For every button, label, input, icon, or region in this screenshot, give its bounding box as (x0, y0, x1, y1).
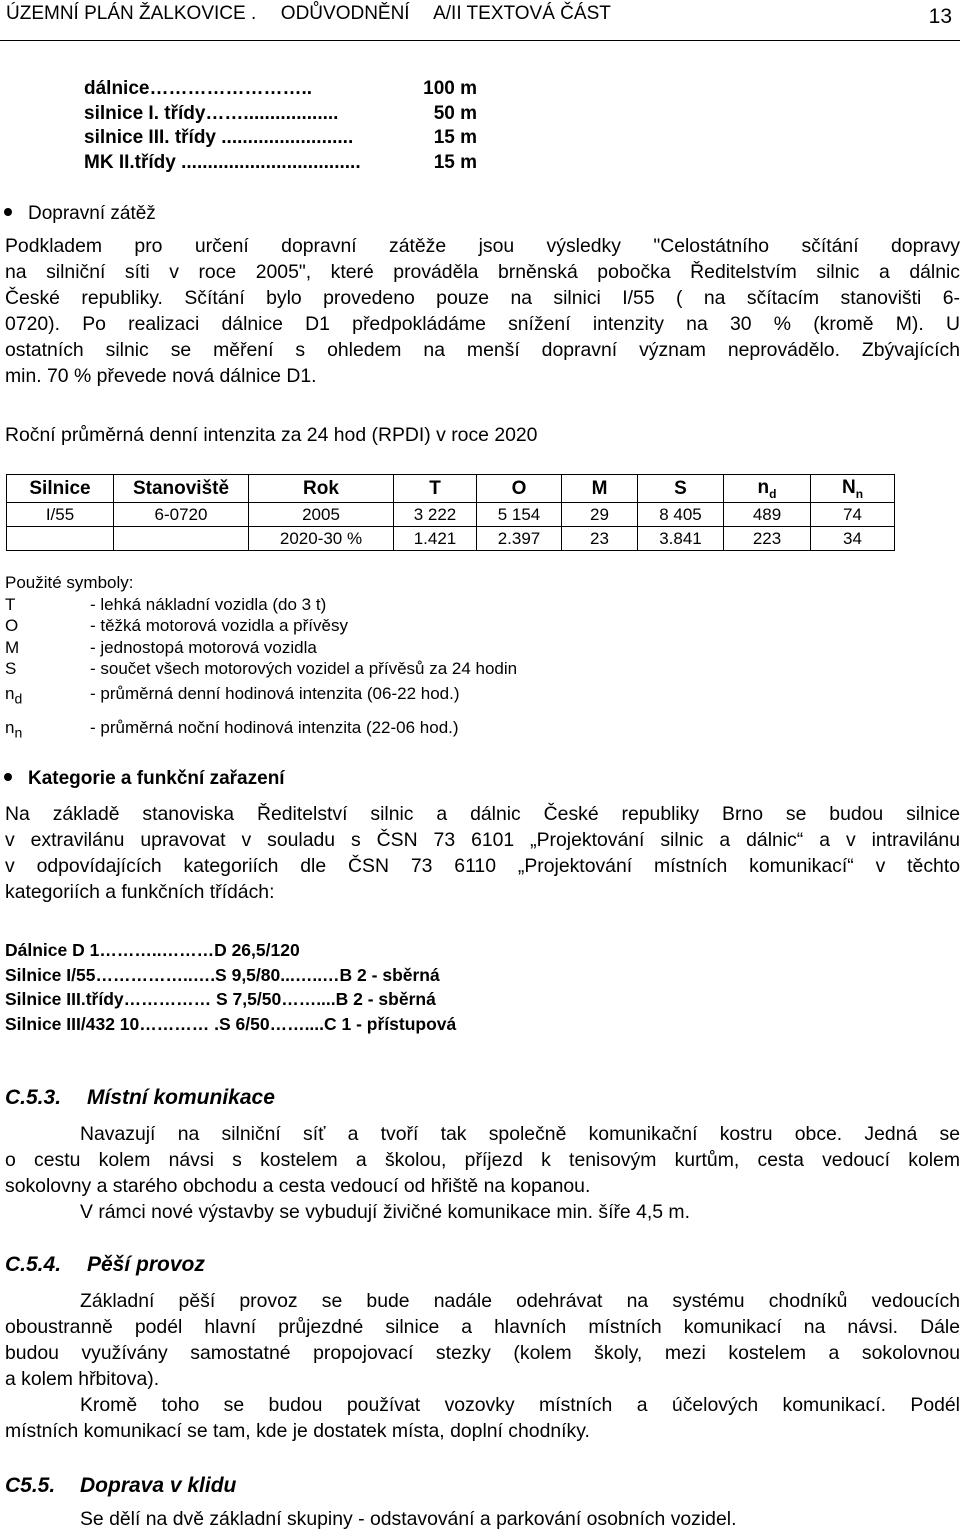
symbol-row: M - jednostopá motorová vozidla (5, 637, 317, 657)
table-cell: 6-0720 (114, 503, 249, 527)
list-item: Silnice III/432 10………… .S 6/50……....C 1 - přístupová (5, 1013, 457, 1034)
table-cell: 2.397 (477, 527, 562, 551)
table-row (7, 527, 895, 551)
traffic-paragraph: Podkladem pro určení dopravní zátěže jsou výsledky "Celostátního sčítání dopravy na silniční síti v roce 2005", které prováděla brněnská pobočka Ředitelstvím silnic a dálnic České republiky. Sčítání bylo provedeno pouze na silnici I/55 ( na sčítacím stanovišti 6- 0720). Po realizaci dálnice D1 předpokládáme snížení intenzity na 30 % (kromě M). U ostatních silnic se měření s ohledem na menší dopravní význam neprovádělo. Zbývajících min. 70 % převede nová dálnice D1. (5, 235, 960, 387)
symbol-row: T - lehká nákladní vozidla (do 3 t) (5, 594, 327, 614)
table-cell: 74 (811, 503, 895, 527)
col-header: Stanoviště (114, 475, 249, 503)
page-header (6, 3, 611, 25)
section-heading-553: C.5.3. Místní komunikace (5, 1086, 275, 1109)
list-item: Silnice III.třídy…………… S 7,5/50……....B 2 - sběrná (5, 989, 436, 1009)
table-cell: 223 (724, 527, 811, 551)
table-cell (7, 527, 114, 551)
table-row (7, 503, 895, 527)
distance-row: silnice I. třídy…….................. 50 m (84, 102, 477, 124)
col-header: O (477, 475, 562, 503)
col-header: $n_d$ (724, 475, 811, 503)
col-header: S (638, 475, 724, 503)
col-header: M (562, 475, 638, 503)
section-554-paragraph: Základní pěší provoz se bude nadále odehrávat na systému chodníků vedoucích oboustranně podél hlavní průjezdné silnice a hlavních místních komunikací na návsi. Dále budou využívány samostatné propojovací stezky (kolem školy, mezi kostelem a sokolovnou a kolem hřbitova). Kromě toho se budou používat vozovky místních a účelových komunikací. Podél místních komunikací se tam, kde je dostatek místa, doplní chodníky. (5, 1290, 960, 1442)
table-cell: 34 (811, 527, 895, 551)
table-cell: 489 (724, 503, 811, 527)
table-cell: 5 154 (477, 503, 562, 527)
symbol-row: O - těžká motorová vozidla a přívěsy (5, 616, 348, 635)
symbol-row: $n_n$ - průměrná noční hodinová intenzita (22-06 hod.) (5, 718, 459, 741)
page-number: 13 (928, 5, 952, 28)
road-category-list (5, 938, 456, 1036)
table-cell: 3.841 (638, 527, 724, 551)
col-header: T (394, 475, 477, 503)
traffic-heading: Dopravní zátěž (4, 203, 156, 225)
table-title: Roční průměrná denní intenzita za 24 hod (RPDI) v roce 2020 (5, 424, 538, 446)
symbol-row: $n_d$ - průměrná denní hodinová intenzita (06-22 hod.) (5, 683, 460, 706)
header-section: ODŮVODNĚNÍ (280, 3, 410, 24)
section-heading-555: C5.5. Doprava v klidu (5, 1474, 237, 1497)
col-header: $N_n$ (811, 475, 895, 503)
table-cell: 29 (562, 503, 638, 527)
header-part: A/II TEXTOVÁ ČÁST (433, 3, 611, 24)
table-cell (114, 527, 249, 551)
rpdi-table (6, 474, 895, 551)
section-553-paragraph: Navazují na silniční síť a tvoří tak společně komunikační kostru obce. Jedná se o cestu kolem návsi s kostelem a školou, příjezd k tenisovým kurtům, cesta vedoucí kolem sokolovny a starého obchodu a cesta vedoucí od hřiště na kopanou. V rámci nové výstavby se vybudují živičné komunikace min. šíře 4,5 m. (5, 1123, 960, 1223)
section-heading-554: C.5.4. Pěší provoz (5, 1253, 205, 1276)
table-cell: I/55 (7, 503, 114, 527)
symbol-row: S - součet všech motorových vozidel a přívěsů za 24 hodin (5, 659, 518, 678)
table-cell: 2005 (249, 503, 394, 527)
table-cell: 1.421 (394, 527, 477, 551)
header-title: ÚZEMNÍ PLÁN ŽALKOVICE . (6, 3, 257, 24)
distance-row: MK II.třídy .................................. 15 m (84, 151, 477, 173)
category-paragraph: Na základě stanoviska Ředitelství silnic a dálnic České republiky Brno se budou silnice v extravilánu upravovat v souladu s ČSN 73 6101 „Projektování silnic a dálnic“ a v intravilánu v odpovídajících kategoriích dle ČSN 73 6110 „Projektování místních komunikací“ v těchto kategoriích a funkčních třídách: (5, 803, 960, 903)
col-header: Silnice (7, 475, 114, 503)
symbols-title: Použité symboly: (5, 573, 134, 592)
table-cell: 2020-30 % (249, 527, 394, 551)
list-item: Dálnice D 1………..………D 26,5/120 (5, 940, 300, 960)
protection-distances (84, 77, 477, 175)
col-header: Rok (249, 475, 394, 503)
category-heading: Kategorie a funkční zařazení (4, 768, 285, 790)
table-cell: 23 (562, 527, 638, 551)
bullet-icon (4, 208, 12, 216)
distance-row: dálnice…………………….. 100 m (84, 78, 477, 99)
table-header-row (7, 475, 895, 503)
section-555-paragraph: Se dělí na dvě základní skupiny - odstavování a parkování osobních vozidel. (80, 1508, 737, 1530)
table-cell: 3 222 (394, 503, 477, 527)
symbols-legend (5, 572, 517, 744)
table-cell: 8 405 (638, 503, 724, 527)
header-divider (0, 40, 960, 41)
distance-row: silnice III. třídy ......................... 15 m (84, 127, 477, 148)
list-item: Silnice I/55……………..….S 9,5/80...…..…B 2 - sběrná (5, 964, 440, 985)
bullet-icon (4, 773, 12, 781)
